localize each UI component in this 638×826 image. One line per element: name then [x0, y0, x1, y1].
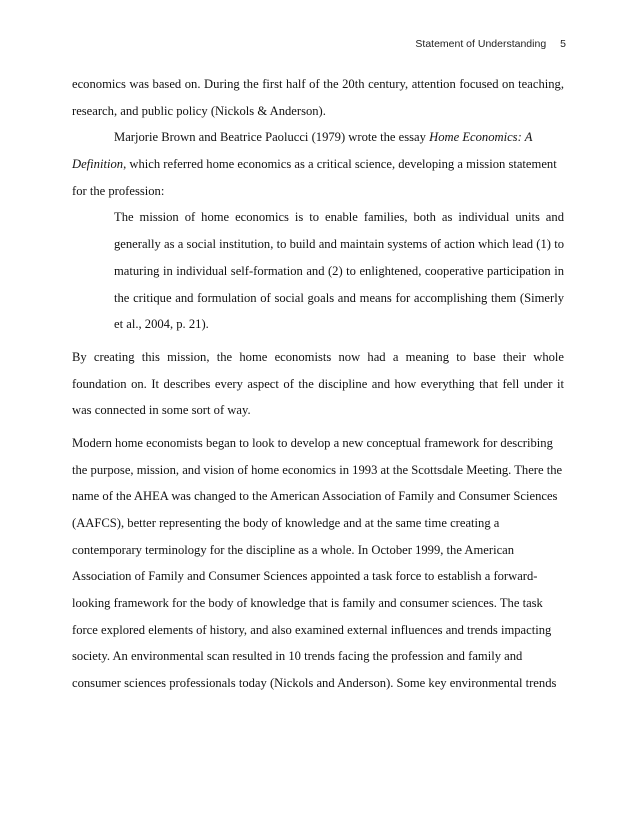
text-line: force explored elements of history, and also examined external influences and trends impacting: [72, 622, 552, 637]
paragraph-modern-home-economists: [72, 430, 564, 697]
paragraph-brown-paolucci: [72, 124, 564, 204]
essay-title-italic: Home Economics: A: [429, 130, 533, 145]
quote-line: The mission of home economics is to enable families, both as individual units and: [114, 210, 564, 225]
block-quote: [72, 204, 564, 337]
text-line: (AAFCS), better representing the body of knowledge and at the same time creating a: [72, 516, 500, 530]
text-line: consumer sciences professionals today (Nickols and Anderson). Some key environmental trends: [72, 676, 557, 691]
text-line: economics was based on. During the first half of the 20th century, attention focused on teaching,: [72, 77, 564, 91]
text-line: [72, 124, 564, 151]
text-line: Modern home economists began to look to develop a new conceptual framework for describing: [72, 435, 553, 450]
text-line: looking framework for the body of knowledge that is family and consumer sciences. The task: [72, 596, 543, 611]
text-line: the purpose, mission, and vision of home economics in 1993 at the Scottsdale Meeting. There the: [72, 462, 563, 477]
text-line: By creating this mission, the home economists now had a meaning to base their whole: [72, 349, 564, 364]
running-title: Statement of Understanding: [415, 38, 547, 50]
text-line: foundation on. It describes every aspect of the discipline and how everything that fell under it: [72, 376, 564, 391]
page-number: 5: [560, 38, 566, 50]
text-line: was connected in some sort of way.: [72, 403, 251, 418]
paragraph-continuation: [72, 71, 564, 124]
text-span: , which referred home economics as a critical science, developing a mission statement: [123, 157, 557, 172]
text-line: Association of Family and Consumer Sciences appointed a task force to establish a forward-: [72, 569, 538, 584]
text-line: for the profession:: [72, 183, 165, 198]
running-head: [415, 38, 566, 50]
essay-title-italic: Definition: [72, 157, 124, 172]
paragraph-mission: [72, 344, 564, 424]
text-line: name of the AHEA was changed to the American Association of Family and Consumer Sciences: [72, 489, 558, 504]
text-line: society. An environmental scan resulted in 10 trends facing the profession and family and: [72, 649, 523, 664]
text-span: Marjorie Brown and Beatrice Paolucci (1979) wrote the essay: [114, 130, 430, 145]
body-text: [72, 71, 564, 697]
text-line: research, and public policy (Nickols & Anderson).: [72, 103, 326, 118]
text-line: [72, 151, 564, 178]
quote-line: generally as a social institution, to build and maintain systems of action which lead (1) to: [114, 237, 564, 252]
quote-line: et al., 2004, p. 21).: [114, 317, 209, 332]
quote-line: the critique and formulation of social goals and means for accomplishing them (Simerly: [114, 290, 564, 305]
text-line: contemporary terminology for the discipline as a whole. In October 1999, the American: [72, 542, 515, 557]
quote-line: maturing in individual self-formation and (2) to enlightened, cooperative participation in: [114, 263, 564, 278]
